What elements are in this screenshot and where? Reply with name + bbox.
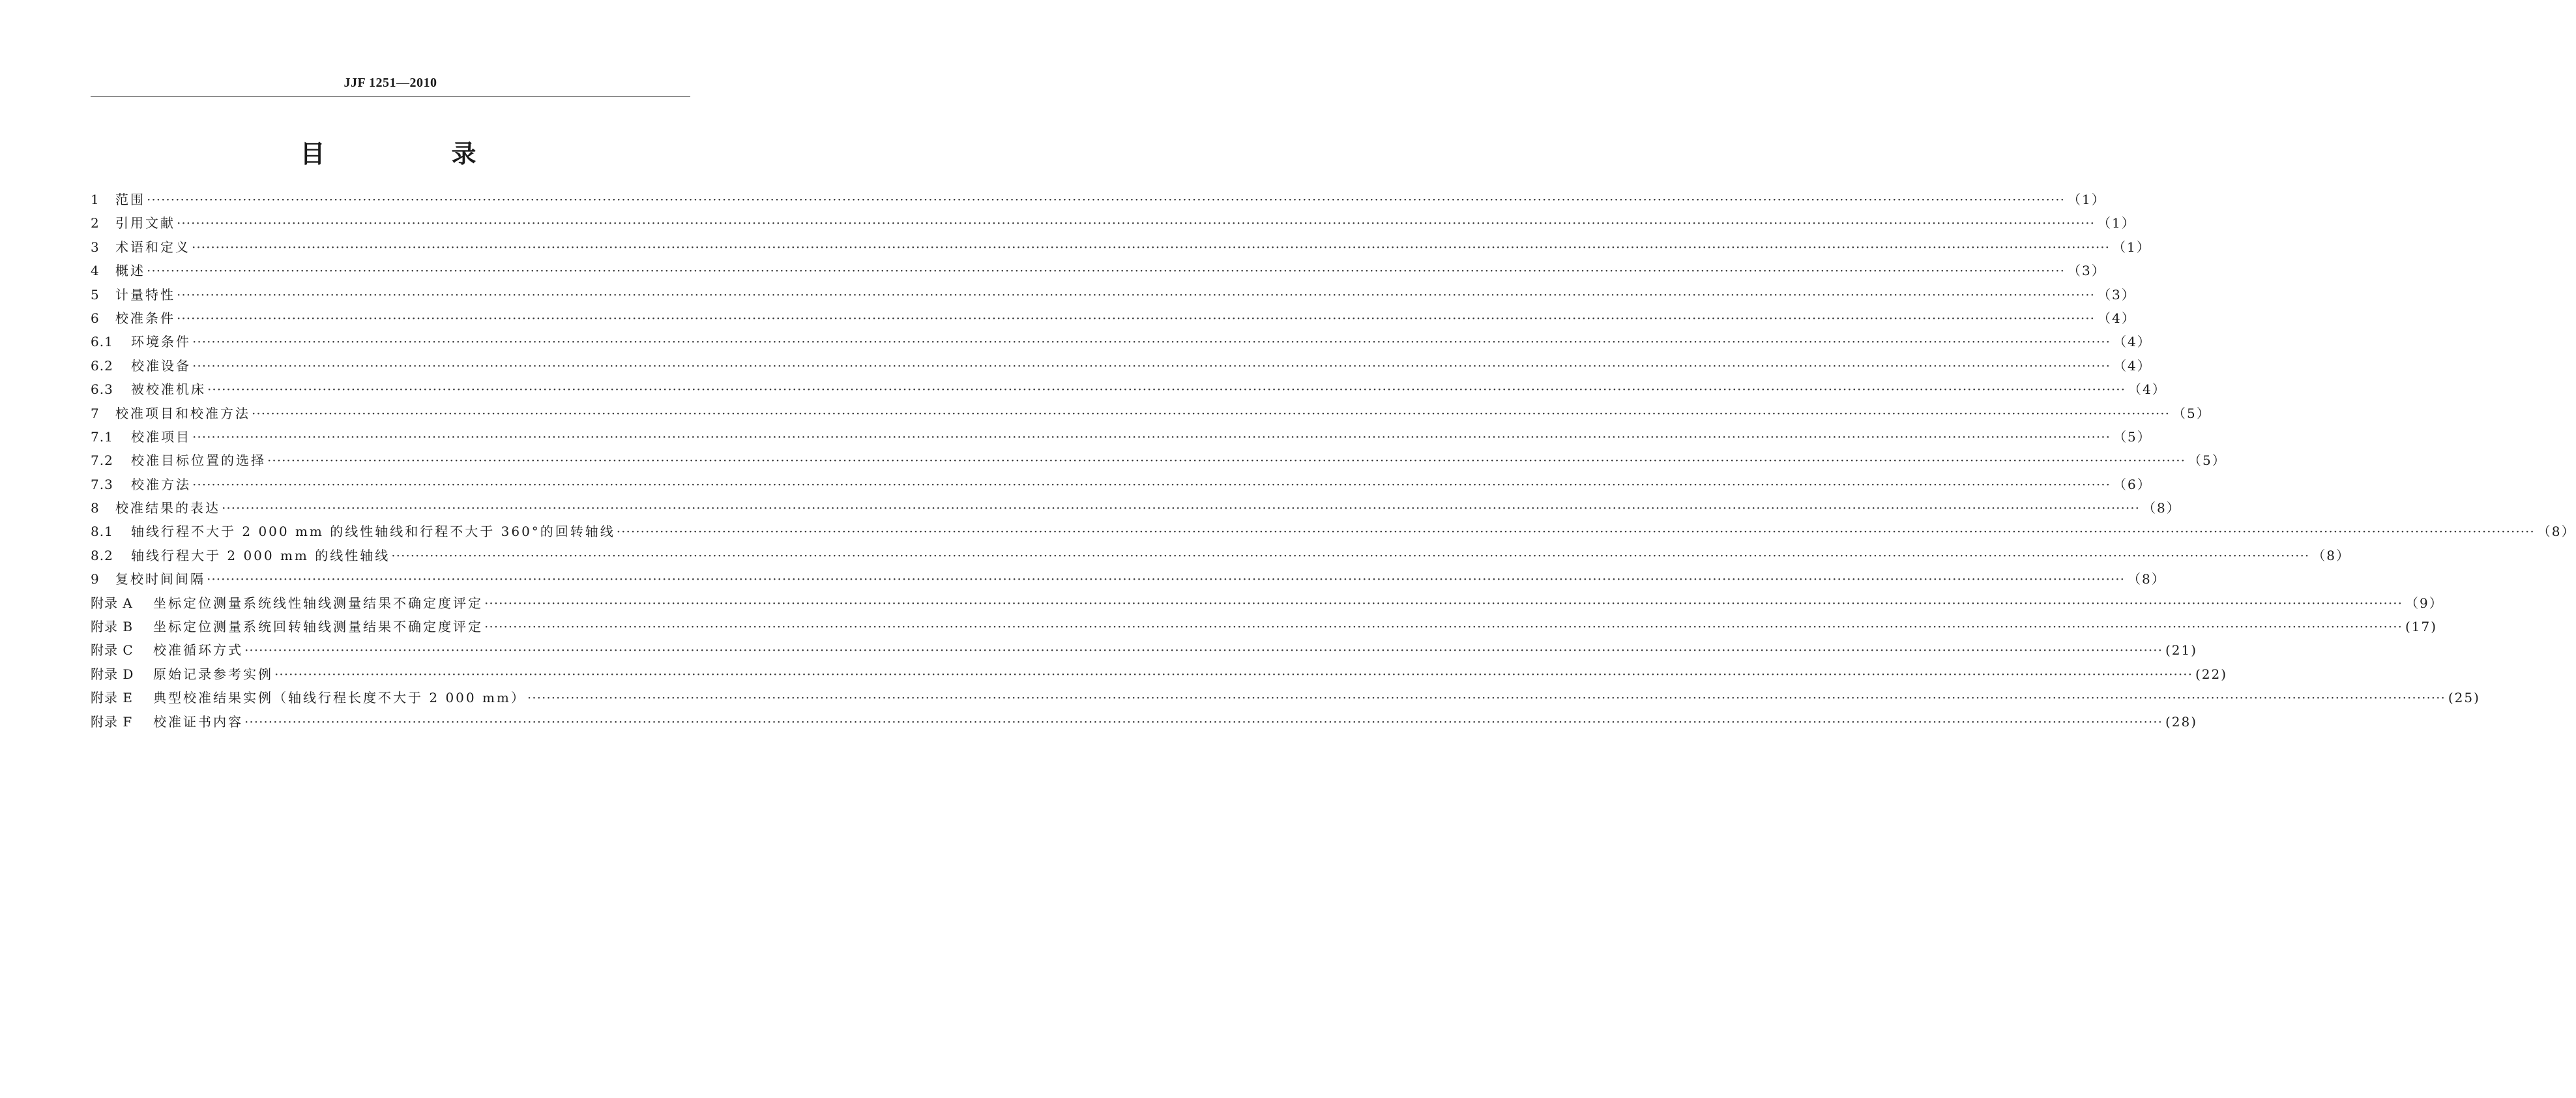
dot-leader: ················································································································································································································································································································································································································ xyxy=(177,286,2095,303)
dot-leader: ················································································································································································································································································································································································································ xyxy=(177,310,2095,326)
dot-leader: ················································································································································································································································································································································································································ xyxy=(147,192,2065,207)
toc-entry-label: 校准项目 xyxy=(131,428,191,445)
toc-entry-number: 2 xyxy=(91,215,100,231)
toc-entry-number: 附录 C xyxy=(91,642,134,659)
toc-entry[interactable] xyxy=(91,354,2152,378)
toc-entry-page: （4） xyxy=(2097,310,2136,326)
toc-entry-number: 6.3 xyxy=(91,381,113,398)
toc-entry-label: 环境条件 xyxy=(131,334,191,350)
toc-entry[interactable] xyxy=(91,188,2106,211)
toc-entry-page: (17) xyxy=(2405,619,2438,635)
toc-entry[interactable] xyxy=(91,306,2136,330)
toc-entry-label: 校准证书内容 xyxy=(153,713,243,730)
toc-entry[interactable] xyxy=(91,496,2181,520)
toc-entry-page: （5） xyxy=(2113,428,2152,445)
toc-entry-label: 典型校准结果实例（轴线行程长度不大于 2 000 mm） xyxy=(153,690,526,706)
toc-entry[interactable] xyxy=(91,638,2198,662)
toc-entry[interactable] xyxy=(91,662,2228,686)
toc-entry-label: 轴线行程大于 2 000 mm 的线性轴线 xyxy=(131,547,390,563)
toc-entry[interactable] xyxy=(91,235,2151,259)
dot-leader: ················································································································································································································································································································································································································ xyxy=(274,666,2193,682)
toc-entry-number: 7.3 xyxy=(91,476,113,492)
toc-entry[interactable] xyxy=(91,378,2167,401)
toc-entry-page: （1） xyxy=(2067,192,2106,207)
toc-entry[interactable] xyxy=(91,615,2438,638)
toc-entry-label: 校准目标位置的选择 xyxy=(131,453,266,469)
toc-entry[interactable] xyxy=(91,259,2106,282)
toc-entry[interactable] xyxy=(91,567,2166,591)
toc-entry[interactable] xyxy=(91,710,2198,734)
dot-leader: ················································································································································································································································································································································································································ xyxy=(616,524,2535,540)
toc-entry-label: 轴线行程不大于 2 000 mm 的线性轴线和行程不大于 360°的回转轴线 xyxy=(131,524,615,540)
toc-entry-number: 8.1 xyxy=(91,524,113,540)
toc-entry-page: （8） xyxy=(2127,571,2166,587)
page-title: 目 录 xyxy=(300,140,527,168)
toc-entry[interactable] xyxy=(91,330,2152,353)
toc-entry-number: 5 xyxy=(91,286,100,303)
toc-entry[interactable] xyxy=(91,283,2136,306)
toc-entry-label: 校准循环方式 xyxy=(153,642,243,659)
toc-entry-page: （4） xyxy=(2113,334,2152,350)
toc-entry-number: 9 xyxy=(91,571,100,587)
dot-leader: ················································································································································································································································································································································································································ xyxy=(192,476,2111,492)
header-rule xyxy=(91,96,690,97)
toc-entry[interactable] xyxy=(91,520,2576,543)
toc-entry-number: 8 xyxy=(91,500,100,516)
toc-entry-page: （1） xyxy=(2112,239,2151,255)
toc-entry-label: 复校时间间隔 xyxy=(115,571,205,587)
toc-entry-number: 3 xyxy=(91,239,100,255)
toc-entry[interactable] xyxy=(91,449,2227,472)
toc-entry[interactable] xyxy=(91,425,2152,449)
toc-entry-number: 1 xyxy=(91,192,100,207)
toc-entry-label: 概述 xyxy=(115,263,145,279)
toc-entry-label: 范围 xyxy=(115,192,145,207)
toc-entry-number: 附录 D xyxy=(91,666,134,682)
toc-entry-number: 附录 B xyxy=(91,619,134,635)
toc-entry-page: （5） xyxy=(2188,453,2227,469)
dot-leader: ················································································································································································································································································································································································································ xyxy=(527,690,2446,706)
dot-leader: ················································································································································································································································································································································································································ xyxy=(192,239,2110,255)
dot-leader: ················································································································································································································································································································································································································ xyxy=(252,405,2170,421)
dot-leader: ················································································································································································································································································································································································································ xyxy=(192,334,2111,350)
toc-entry-page: （4） xyxy=(2128,381,2167,398)
dot-leader: ················································································································································································································································································································································································································ xyxy=(192,428,2111,445)
toc-entry-page: （3） xyxy=(2067,263,2106,279)
toc-entry-page: (28) xyxy=(2165,713,2198,730)
toc-entry[interactable] xyxy=(91,211,2136,235)
dot-leader: ················································································································································································································································································································································································································ xyxy=(244,713,2163,730)
toc-entry-number: 附录 A xyxy=(91,595,133,611)
toc-entry[interactable] xyxy=(91,402,2211,425)
toc-entry-page: (25) xyxy=(2448,690,2480,706)
dot-leader: ················································································································································································································································································································································································································ xyxy=(391,547,2310,563)
toc-entry-label: 校准结果的表达 xyxy=(115,500,220,516)
toc-entry-number: 附录 E xyxy=(91,690,133,706)
toc-entry-label: 计量特性 xyxy=(115,286,175,303)
toc-entry-page: （5） xyxy=(2172,405,2211,421)
dot-leader: ················································································································································································································································································································································································································ xyxy=(147,263,2065,279)
toc-entry-number: 8.2 xyxy=(91,547,113,563)
toc-entry-label: 坐标定位测量系统回转轴线测量结果不确定度评定 xyxy=(153,619,483,635)
toc-entry[interactable] xyxy=(91,473,2152,496)
toc-entry-page: （8） xyxy=(2537,524,2576,540)
toc-entry-label: 引用文献 xyxy=(115,215,175,231)
dot-leader: ················································································································································································································································································································································································································ xyxy=(244,642,2163,659)
toc-entry-page: (22) xyxy=(2195,666,2228,682)
dot-leader: ················································································································································································································································································································································································································ xyxy=(267,453,2186,469)
toc-entry[interactable] xyxy=(91,544,2350,567)
toc-entry-page: （8） xyxy=(2312,547,2350,563)
document-header: JJF 1251—2010 xyxy=(344,76,437,90)
dot-leader: ················································································································································································································································································································································································································ xyxy=(207,381,2126,398)
dot-leader: ················································································································································································································································································································································································································ xyxy=(222,500,2140,516)
toc-entry-number: 6.2 xyxy=(91,357,113,374)
dot-leader: ················································································································································································································································································································································································································ xyxy=(177,215,2095,231)
toc-entry-page: （3） xyxy=(2097,286,2136,303)
dot-leader: ················································································································································································································································································································································································································ xyxy=(484,619,2403,635)
dot-leader: ················································································································································································································································································································································································································ xyxy=(192,357,2111,374)
toc-entry-label: 原始记录参考实例 xyxy=(153,666,273,682)
toc-entry-number: 6 xyxy=(91,310,100,326)
toc-entry-number: 附录 F xyxy=(91,713,133,730)
toc-entry-label: 坐标定位测量系统线性轴线测量结果不确定度评定 xyxy=(153,595,483,611)
toc-entry-number: 7.1 xyxy=(91,428,113,445)
toc-entry[interactable] xyxy=(91,686,2480,709)
toc-entry-label: 校准项目和校准方法 xyxy=(115,405,250,421)
toc-entry-number: 7.2 xyxy=(91,453,113,469)
toc-entry-page: （6） xyxy=(2113,476,2152,492)
toc-entry-label: 校准设备 xyxy=(131,357,191,374)
table-of-contents xyxy=(91,188,2576,734)
toc-entry-label: 校准方法 xyxy=(131,476,191,492)
toc-entry-label: 被校准机床 xyxy=(131,381,206,398)
toc-entry-number: 4 xyxy=(91,263,100,279)
toc-entry-page: (21) xyxy=(2165,642,2198,659)
toc-entry-label: 校准条件 xyxy=(115,310,175,326)
toc-entry-page: （4） xyxy=(2113,357,2152,374)
toc-entry-page: （9） xyxy=(2405,595,2444,611)
toc-entry-label: 术语和定义 xyxy=(115,239,190,255)
toc-entry[interactable] xyxy=(91,591,2444,615)
toc-entry-page: （8） xyxy=(2142,500,2181,516)
toc-entry-number: 7 xyxy=(91,405,100,421)
toc-entry-page: （1） xyxy=(2097,215,2136,231)
dot-leader: ················································································································································································································································································································································································································ xyxy=(207,571,2125,587)
dot-leader: ················································································································································································································································································································································································································ xyxy=(484,595,2403,611)
toc-entry-number: 6.1 xyxy=(91,334,113,350)
